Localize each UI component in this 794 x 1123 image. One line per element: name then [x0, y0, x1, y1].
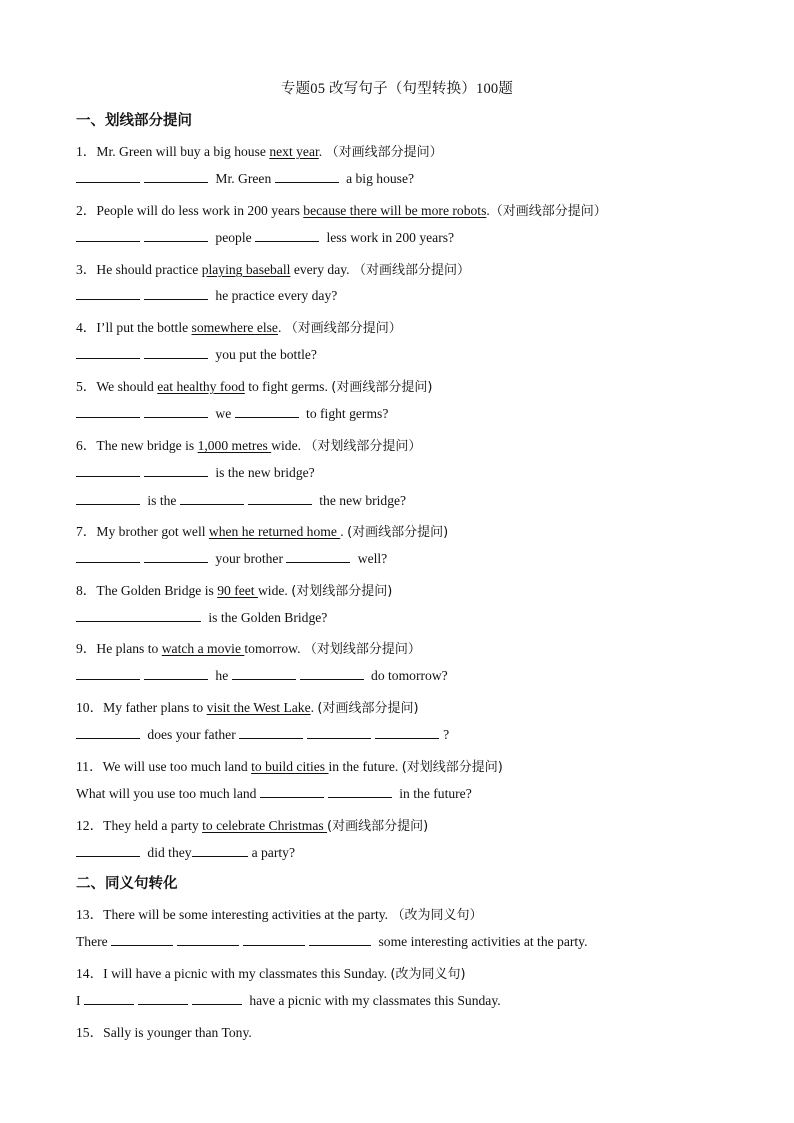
- answer-line-6b: is the the new bridge?: [76, 492, 406, 509]
- blank[interactable]: [76, 844, 140, 857]
- blank[interactable]: [76, 726, 140, 739]
- answer-line-7: your brother well?: [76, 550, 387, 567]
- question-5: 5．We should eat healthy food to fight germs. (对画线部分提问): [76, 379, 433, 395]
- blank[interactable]: [243, 933, 305, 946]
- blank[interactable]: [286, 550, 350, 563]
- answer-line-8: is the Golden Bridge?: [76, 609, 327, 626]
- blank[interactable]: [260, 785, 324, 798]
- page-title: 专题05 改写句子（句型转换）100题: [280, 81, 514, 97]
- answer-line-12: did they a party?: [76, 844, 295, 861]
- blank[interactable]: [192, 844, 248, 857]
- blank[interactable]: [138, 992, 188, 1005]
- answer-line-2: people less work in 200 years?: [76, 229, 454, 246]
- blank[interactable]: [76, 667, 140, 680]
- answer-line-10: does your father ?: [76, 726, 449, 743]
- question-9: 9．He plans to watch a movie tomorrow. （对划线部分提问）: [76, 641, 421, 657]
- blank[interactable]: [177, 933, 239, 946]
- blank[interactable]: [235, 405, 299, 418]
- answer-line-4: you put the bottle?: [76, 346, 317, 363]
- section-heading-1: 一、划线部分提问: [76, 113, 192, 129]
- blank[interactable]: [144, 405, 208, 418]
- blank[interactable]: [144, 464, 208, 477]
- question-15: 15．Sally is younger than Tony.: [76, 1025, 252, 1040]
- blank[interactable]: [255, 229, 319, 242]
- question-2: 2．People will do less work in 200 years because there will be more robots.（对画线部分提问）: [76, 203, 607, 219]
- blank[interactable]: [375, 726, 439, 739]
- blank[interactable]: [111, 933, 173, 946]
- answer-line-13: There some interesting activities at the party.: [76, 934, 588, 949]
- blank[interactable]: [275, 170, 339, 183]
- question-1: 1．Mr. Green will buy a big house next year. （对画线部分提问）: [76, 144, 443, 160]
- blank[interactable]: [76, 464, 140, 477]
- blank[interactable]: [300, 667, 364, 680]
- answer-line-1: Mr. Green a big house?: [76, 170, 414, 187]
- question-11: 11．We will use too much land to build cities in the future. (对划线部分提问): [76, 759, 503, 775]
- answer-line-5: we to fight germs?: [76, 405, 388, 422]
- answer-line-14: I have a picnic with my classmates this Sunday.: [76, 993, 501, 1008]
- blank[interactable]: [180, 492, 244, 505]
- blank[interactable]: [76, 405, 140, 418]
- blank[interactable]: [76, 229, 140, 242]
- question-13: 13．There will be some interesting activities at the party. （改为同义句）: [76, 907, 483, 923]
- blank[interactable]: [239, 726, 303, 739]
- question-10: 10．My father plans to visit the West Lake. (对画线部分提问): [76, 700, 419, 716]
- blank[interactable]: [76, 287, 140, 300]
- question-6: 6．The new bridge is 1,000 metres wide. （对划线部分提问）: [76, 438, 422, 454]
- question-12: 12．They held a party to celebrate Christmas (对画线部分提问): [76, 818, 429, 834]
- blank[interactable]: [307, 726, 371, 739]
- question-4: 4．I’ll put the bottle somewhere else. （对画线部分提问）: [76, 320, 402, 336]
- blank[interactable]: [144, 287, 208, 300]
- blank[interactable]: [76, 346, 140, 359]
- question-14: 14．I will have a picnic with my classmates this Sunday. (改为同义句): [76, 966, 466, 982]
- blank[interactable]: [144, 229, 208, 242]
- blank[interactable]: [144, 667, 208, 680]
- blank[interactable]: [76, 550, 140, 563]
- blank[interactable]: [144, 346, 208, 359]
- answer-line-9: he do tomorrow?: [76, 667, 448, 684]
- blank[interactable]: [192, 992, 242, 1005]
- blank[interactable]: [76, 492, 140, 505]
- blank[interactable]: [309, 933, 371, 946]
- blank[interactable]: [328, 785, 392, 798]
- answer-line-6a: is the new bridge?: [76, 464, 315, 481]
- blank[interactable]: [144, 170, 208, 183]
- question-8: 8．The Golden Bridge is 90 feet wide. (对划线部分提问): [76, 583, 393, 599]
- answer-line-3: he practice every day?: [76, 287, 337, 304]
- blank[interactable]: [76, 170, 140, 183]
- blank[interactable]: [76, 609, 201, 622]
- blank[interactable]: [144, 550, 208, 563]
- question-7: 7．My brother got well when he returned home . (对画线部分提问): [76, 524, 449, 540]
- blank[interactable]: [84, 992, 134, 1005]
- question-3: 3．He should practice playing baseball every day. （对画线部分提问）: [76, 262, 470, 278]
- blank[interactable]: [248, 492, 312, 505]
- section-heading-2: 二、同义句转化: [76, 876, 178, 892]
- blank[interactable]: [232, 667, 296, 680]
- answer-line-11: What will you use too much land in the future?: [76, 786, 472, 801]
